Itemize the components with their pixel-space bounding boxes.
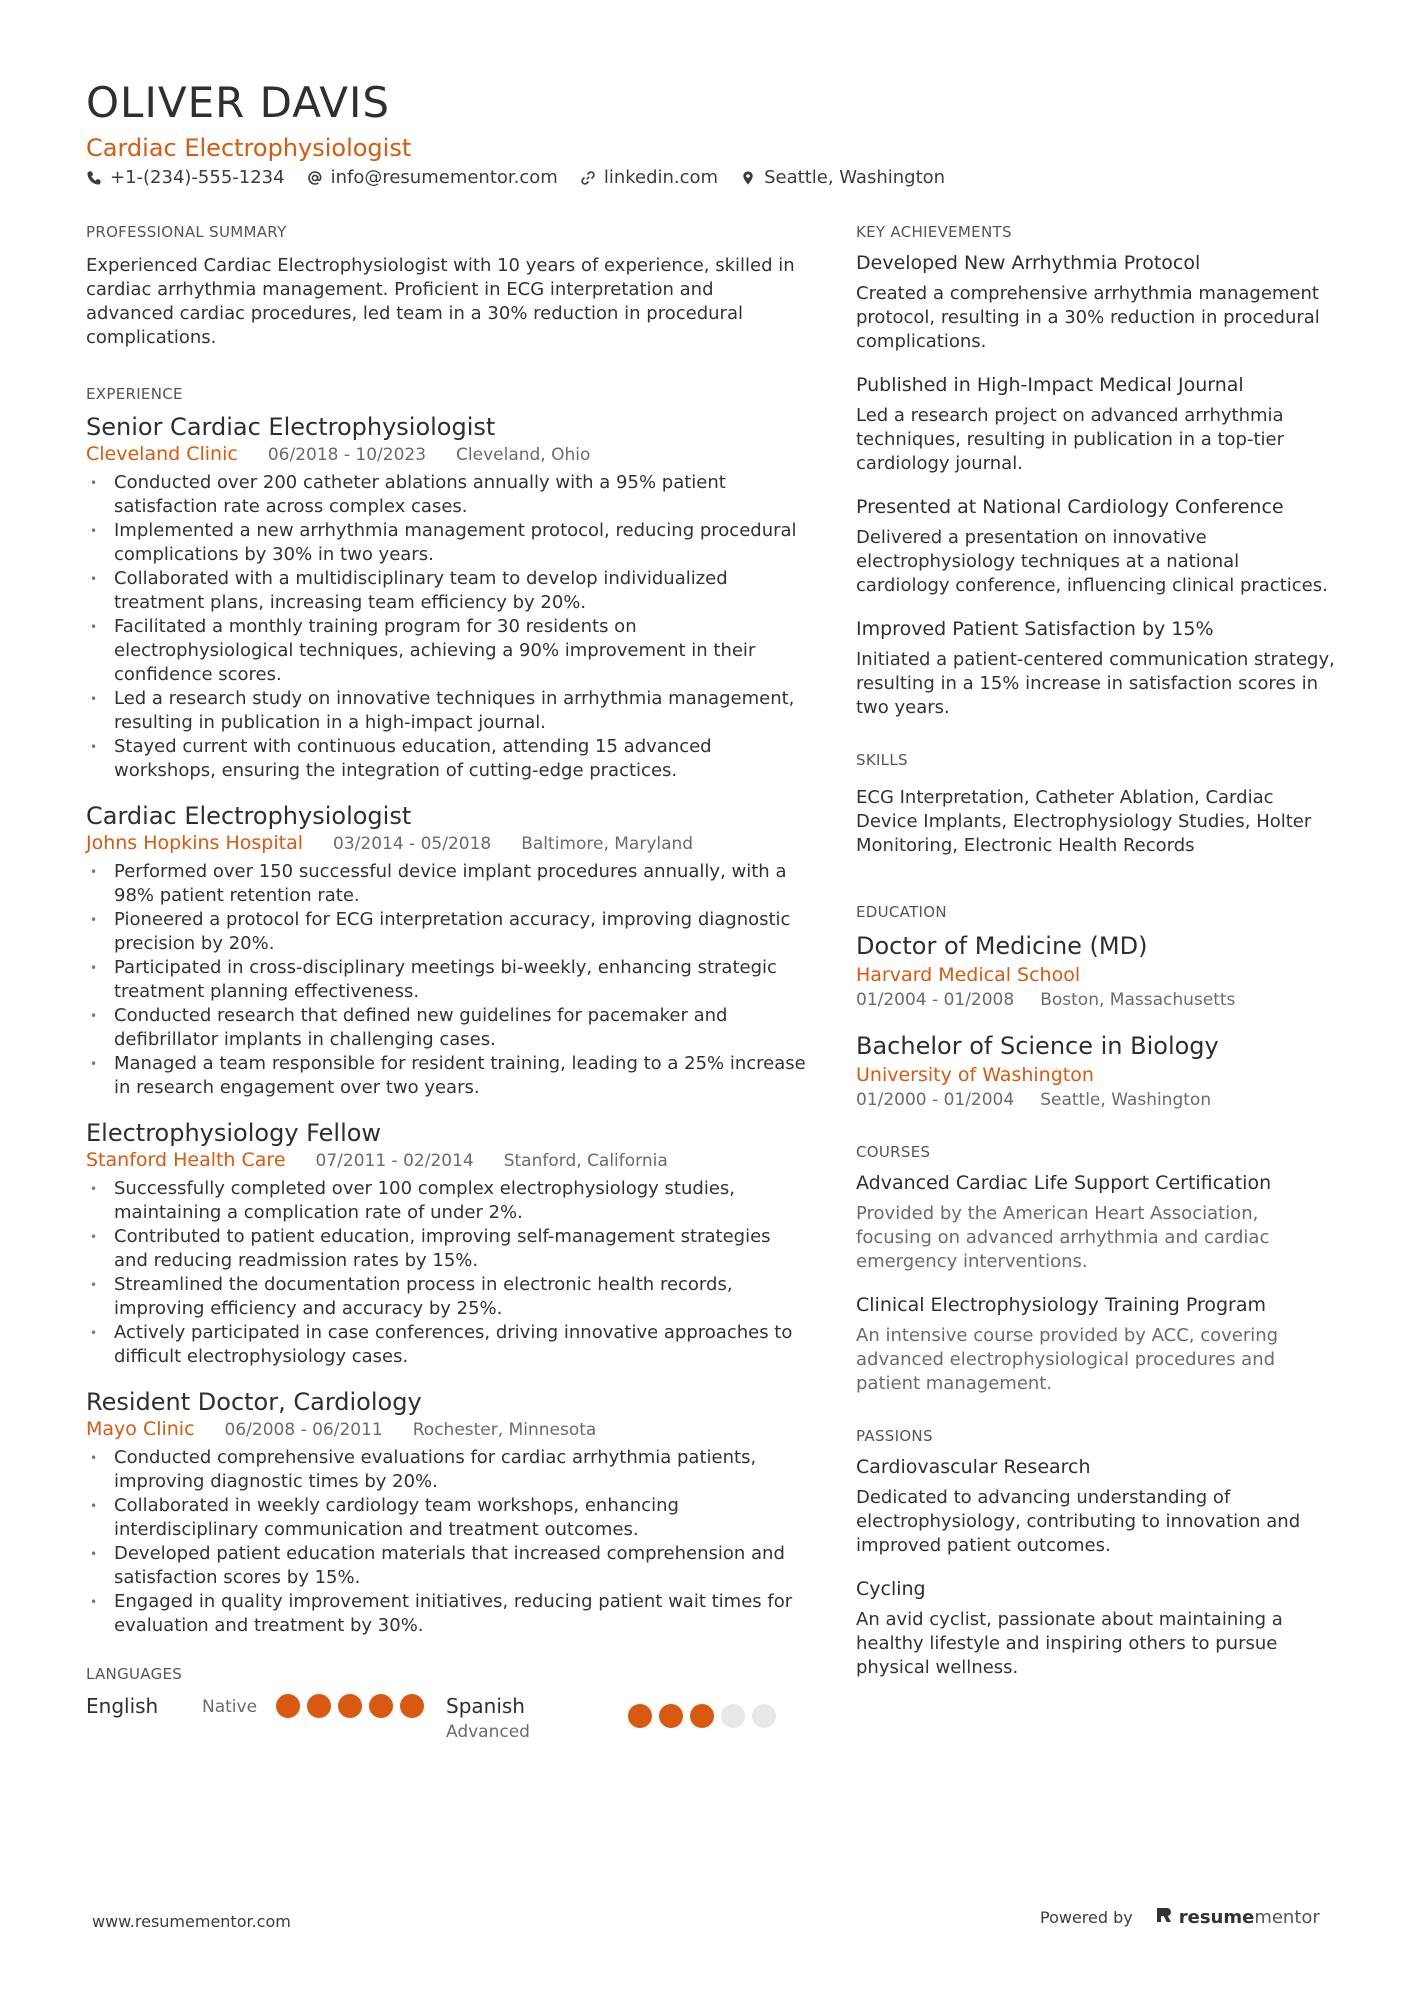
courses-heading: COURSES [856, 1143, 931, 1161]
education-location: Boston, Massachusetts [1040, 990, 1236, 1010]
location-text: Seattle, Washington [764, 167, 946, 188]
course-item [856, 1170, 1336, 1274]
contact-email[interactable] [307, 165, 558, 191]
job-bullet: • Conducted comprehensive evaluations for cardiac arrhythmia patients, improving diagnostic times by 20%. [86, 1446, 806, 1494]
achievement-item [856, 494, 1336, 598]
location-pin-icon [740, 170, 756, 186]
job-bullets [86, 471, 806, 783]
language-level: Advanced [446, 1722, 530, 1742]
phone-icon [86, 170, 102, 186]
language-item [446, 1692, 776, 1744]
rating-dot-empty [752, 1704, 776, 1728]
job-bullet: • Engaged in quality improvement initiatives, reducing patient wait times for evaluation and treatment by 30%. [86, 1590, 806, 1638]
job-bullets [86, 1446, 806, 1638]
passions-heading: PASSIONS [856, 1427, 933, 1445]
job-bullet: • Facilitated a monthly training program for 30 residents on electrophysiological techniques, achieving a 90% improvement in their confidence scores. [86, 615, 806, 687]
footer-website[interactable]: www.resumementor.com [92, 1912, 291, 1931]
education-meta [856, 988, 1336, 1012]
job-location: Cleveland, Ohio [456, 445, 591, 465]
language-level: Native [202, 1697, 258, 1717]
experience-heading: EXPERIENCE [86, 385, 183, 403]
job-bullet: • Collaborated in weekly cardiology team workshops, enhancing interdisciplinary communication and treatment outcomes. [86, 1494, 806, 1542]
education-section [856, 902, 1336, 1112]
education-school: University of Washington [856, 1064, 1094, 1086]
job-bullet: • Successfully completed over 100 complex electrophysiology studies, maintaining a complication rate of under 2%. [86, 1177, 806, 1225]
job-entry [86, 1118, 806, 1369]
job-bullet: • Conducted research that defined new guidelines for pacemaker and defibrillator implants in challenging cases. [86, 1004, 806, 1052]
brand-logo[interactable] [1155, 1906, 1320, 1929]
passions-section [856, 1426, 1336, 1680]
languages-heading: LANGUAGES [86, 1665, 183, 1683]
right-column [856, 222, 1336, 1698]
job-bullet: • Pioneered a protocol for ECG interpretation accuracy, improving diagnostic precision by 20%. [86, 908, 806, 956]
rating-dot-filled [276, 1694, 300, 1718]
rating-dot-filled [400, 1694, 424, 1718]
passion-desc: Dedicated to advancing understanding of electrophysiology, contributing to innovation and improved patient outcomes. [856, 1487, 1301, 1556]
achievement-item [856, 372, 1336, 476]
language-name: English [86, 1694, 159, 1718]
contact-phone[interactable] [86, 165, 285, 191]
course-desc: An intensive course provided by ACC, covering advanced electrophysiological procedures and patient management. [856, 1325, 1279, 1394]
education-dates: 01/2004 - 01/2008 [856, 990, 1015, 1010]
job-dates: 07/2011 - 02/2014 [315, 1151, 474, 1171]
passion-title: Cardiovascular Research [856, 1456, 1091, 1478]
job-bullet: • Actively participated in case conferences, driving innovative approaches to difficult electrophysiology cases. [86, 1321, 806, 1369]
job-meta [86, 831, 806, 856]
job-bullet: • Developed patient education materials that increased comprehension and satisfaction scores by 15%. [86, 1542, 806, 1590]
job-entry [86, 1387, 806, 1638]
job-company: Mayo Clinic [86, 1418, 195, 1440]
language-item [86, 1692, 446, 1720]
achievements-heading: KEY ACHIEVEMENTS [856, 223, 1012, 241]
candidate-name: OLIVER DAVIS [86, 78, 391, 127]
job-bullet: • Performed over 150 successful device implant procedures annually, with a 98% patient retention rate. [86, 860, 806, 908]
education-item [856, 1030, 1336, 1112]
job-title: Cardiac Electrophysiologist [86, 802, 412, 830]
achievements-section [856, 222, 1336, 720]
rating-dot-filled [338, 1694, 362, 1718]
courses-section [856, 1142, 1336, 1396]
job-bullets [86, 860, 806, 1100]
job-location: Stanford, California [503, 1151, 668, 1171]
rating-dot-filled [628, 1704, 652, 1728]
language-rating [276, 1692, 424, 1720]
education-degree: Bachelor of Science in Biology [856, 1032, 1219, 1060]
course-title: Clinical Electrophysiology Training Program [856, 1294, 1267, 1316]
summary-text: Experienced Cardiac Electrophysiologist with 10 years of experience, skilled in cardiac arrhythmia management. Proficient in ECG interpretation and advanced cardiac procedures, led team in a 30% reduction in procedural complications. [86, 255, 795, 348]
powered-by-label: Powered by [1040, 1908, 1133, 1927]
left-column [86, 222, 806, 1744]
education-heading: EDUCATION [856, 903, 947, 921]
job-bullet: • Streamlined the documentation process in electronic health records, improving efficiency and accuracy by 25%. [86, 1273, 806, 1321]
education-school: Harvard Medical School [856, 964, 1081, 986]
achievement-title: Improved Patient Satisfaction by 15% [856, 618, 1214, 640]
job-title: Electrophysiology Fellow [86, 1119, 382, 1147]
education-item [856, 930, 1336, 1012]
achievement-item [856, 616, 1336, 720]
course-title: Advanced Cardiac Life Support Certification [856, 1172, 1272, 1194]
job-bullet: • Conducted over 200 catheter ablations annually with a 95% patient satisfaction rate across complex cases. [86, 471, 806, 519]
job-location: Baltimore, Maryland [521, 834, 694, 854]
achievement-desc: Initiated a patient-centered communication strategy, resulting in a 15% increase in satisfaction scores in two years. [856, 649, 1335, 718]
skills-heading: SKILLS [856, 751, 908, 769]
passion-item [856, 1454, 1336, 1558]
education-dates: 01/2000 - 01/2004 [856, 1090, 1015, 1110]
job-dates: 06/2008 - 06/2011 [224, 1420, 383, 1440]
job-company: Johns Hopkins Hospital [86, 832, 304, 854]
summary-heading: PROFESSIONAL SUMMARY [86, 223, 287, 241]
job-company: Cleveland Clinic [86, 443, 238, 465]
candidate-title: Cardiac Electrophysiologist [86, 134, 412, 162]
course-item [856, 1292, 1336, 1396]
rating-dot-filled [307, 1694, 331, 1718]
passion-item [856, 1576, 1336, 1680]
job-bullet: • Managed a team responsible for resident training, leading to a 25% increase in research engagement over two years. [86, 1052, 806, 1100]
achievement-desc: Delivered a presentation on innovative electrophysiology techniques at a national cardiology conference, influencing clinical practices. [856, 527, 1328, 596]
skills-section [856, 750, 1336, 858]
job-bullet: • Stayed current with continuous education, attending 15 advanced workshops, ensuring the integration of cutting-edge practices. [86, 735, 806, 783]
job-bullet: • Collaborated with a multidisciplinary team to develop individualized treatment plans, increasing team efficiency by 20%. [86, 567, 806, 615]
job-bullet: • Led a research study on innovative techniques in arrhythmia management, resulting in publication in a high-impact journal. [86, 687, 806, 735]
achievement-title: Presented at National Cardiology Conference [856, 496, 1284, 518]
job-company: Stanford Health Care [86, 1149, 286, 1171]
job-bullet: • Contributed to patient education, improving self-management strategies and reducing readmission rates by 15%. [86, 1225, 806, 1273]
job-title: Senior Cardiac Electrophysiologist [86, 413, 496, 441]
rating-dot-filled [690, 1704, 714, 1728]
contact-bar [86, 165, 945, 191]
phone-text: +1-(234)-555-1234 [110, 167, 285, 188]
language-name: Spanish [446, 1694, 525, 1718]
summary-section [86, 222, 806, 350]
skills-text: ECG Interpretation, Catheter Ablation, Cardiac Device Implants, Electrophysiology Studies, Holter Monitoring, Electronic Health Records [856, 787, 1312, 856]
job-meta [86, 442, 806, 467]
rating-dot-filled [659, 1704, 683, 1728]
job-entry [86, 801, 806, 1100]
languages-row [86, 1692, 806, 1744]
languages-section [86, 1664, 806, 1744]
passion-title: Cycling [856, 1578, 926, 1600]
education-meta [856, 1088, 1336, 1112]
brand-name-bold: resume [1178, 1907, 1255, 1928]
footer-brand [1040, 1906, 1320, 1929]
linkedin-text: linkedin.com [603, 167, 719, 188]
achievement-title: Developed New Arrhythmia Protocol [856, 252, 1201, 274]
job-dates: 06/2018 - 10/2023 [267, 445, 427, 465]
email-text: info@resumementor.com [330, 167, 558, 188]
education-location: Seattle, Washington [1040, 1090, 1212, 1110]
job-meta [86, 1417, 806, 1442]
achievement-title: Published in High-Impact Medical Journal [856, 374, 1244, 396]
course-desc: Provided by the American Heart Association, focusing on advanced arrhythmia and cardiac emergency interventions. [856, 1203, 1270, 1272]
job-entry [86, 412, 806, 783]
job-meta [86, 1148, 806, 1173]
passion-desc: An avid cyclist, passionate about maintaining a healthy lifestyle and inspiring others to pursue physical wellness. [856, 1609, 1283, 1678]
brand-mark-icon [1155, 1906, 1173, 1929]
rating-dot-filled [369, 1694, 393, 1718]
contact-location [740, 165, 945, 191]
education-degree: Doctor of Medicine (MD) [856, 932, 1148, 960]
job-bullet: • Implemented a new arrhythmia management protocol, reducing procedural complications by 30% in two years. [86, 519, 806, 567]
link-icon [580, 170, 596, 186]
job-bullets [86, 1177, 806, 1369]
job-dates: 03/2014 - 05/2018 [333, 834, 492, 854]
achievement-item [856, 250, 1336, 354]
job-title: Resident Doctor, Cardiology [86, 1388, 422, 1416]
contact-linkedin[interactable] [580, 165, 718, 191]
job-bullet: • Participated in cross-disciplinary meetings bi-weekly, enhancing strategic treatment planning effectiveness. [86, 956, 806, 1004]
achievement-desc: Led a research project on advanced arrhythmia techniques, resulting in publication in a top-tier cardiology journal. [856, 405, 1284, 474]
at-icon [307, 170, 323, 186]
language-label-group [446, 1692, 628, 1744]
job-location: Rochester, Minnesota [412, 1420, 597, 1440]
language-rating [628, 1692, 776, 1744]
experience-section [86, 384, 806, 1638]
brand-name-light: mentor [1254, 1907, 1320, 1928]
rating-dot-empty [721, 1704, 745, 1728]
achievement-desc: Created a comprehensive arrhythmia management protocol, resulting in a 30% reduction in procedural complications. [856, 283, 1320, 352]
